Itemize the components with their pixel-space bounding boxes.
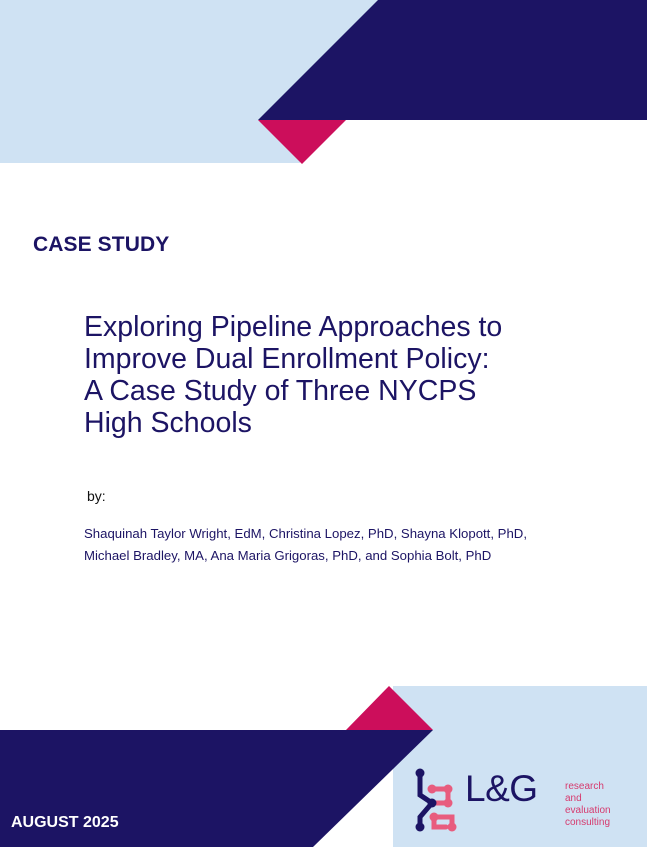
author-list — [84, 523, 624, 567]
tagline-line: research — [565, 781, 604, 792]
title-line: Improve Dual Enrollment Policy: — [84, 343, 490, 375]
logo-wordmark: L&G — [465, 768, 538, 809]
molecule-logo-icon — [412, 765, 462, 833]
title-line: Exploring Pipeline Approaches to — [84, 311, 503, 343]
report-title — [84, 311, 604, 439]
tagline-line: consulting — [565, 817, 611, 828]
top-right-white-block — [300, 120, 647, 163]
tagline-line: and evaluation — [565, 793, 611, 816]
title-line: High Schools — [84, 407, 252, 439]
logo-tagline — [565, 781, 612, 829]
case-study-label: CASE STUDY — [33, 233, 170, 256]
lg-logo — [412, 765, 612, 833]
author-line: Michael Bradley, MA, Ana Maria Grigoras, PhD, and Sophia Bolt, PhD — [84, 548, 492, 563]
publication-date: AUGUST 2025 — [11, 814, 119, 831]
title-line: A Case Study of Three NYCPS — [84, 375, 477, 407]
author-line: Shaquinah Taylor Wright, EdM, Christina Lopez, PhD, Shayna Klopott, PhD, — [84, 526, 527, 541]
by-label: by: — [87, 488, 106, 504]
